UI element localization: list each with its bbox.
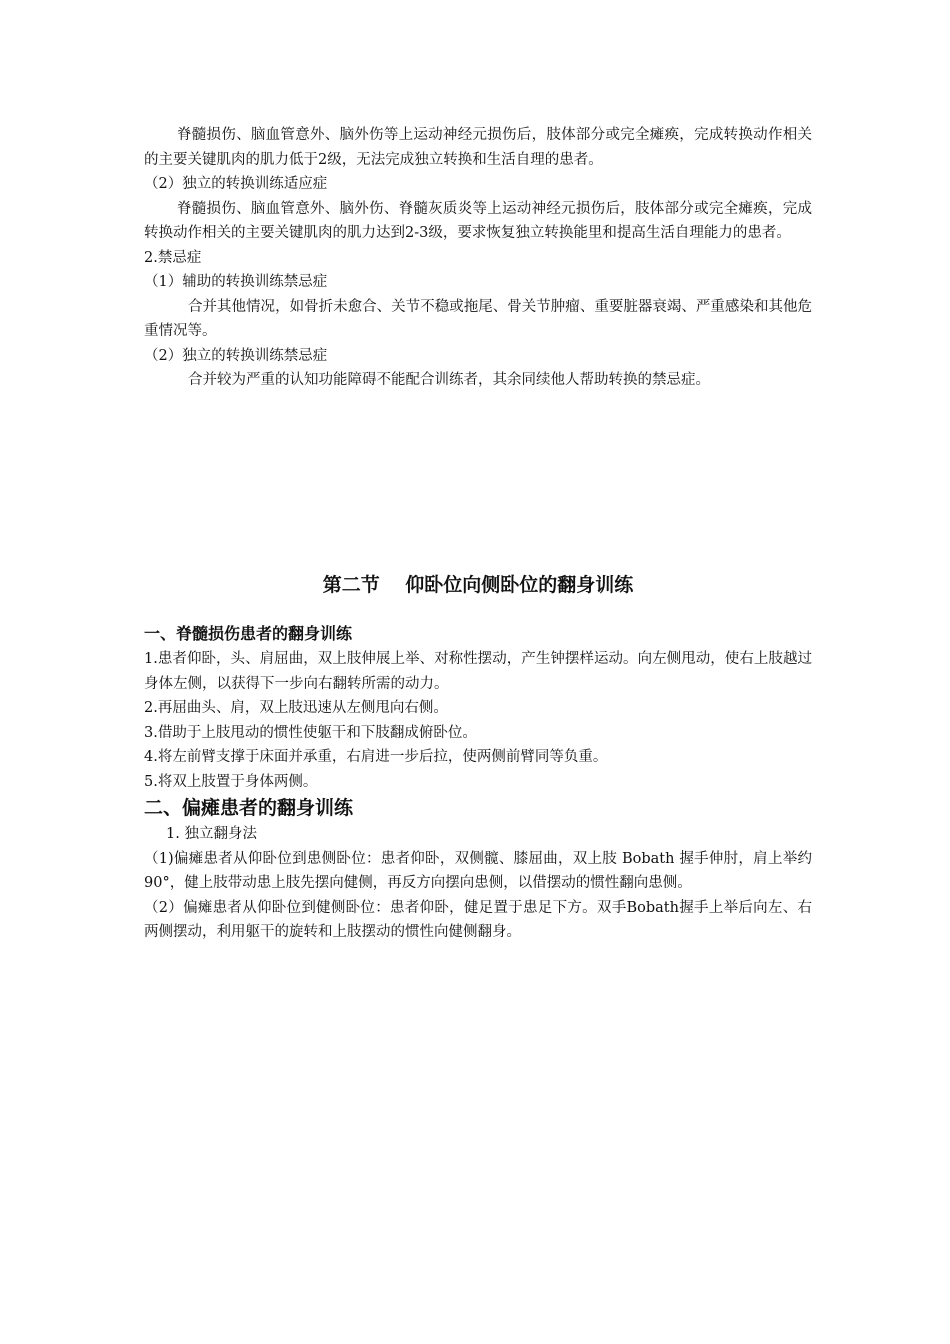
rolling-training-section [144, 621, 812, 945]
hemiplegia-rolling-heading: 二、偏瘫患者的翻身训练 [144, 797, 354, 819]
indication-paragraph-2: 脊髓损伤、脑血管意外、脑外伤、脊髓灰质炎等上运动神经元损伤后，肢体部分或完全瘫痪，完成转换动作相关的主要关键肌肉的肌力达到2-3级，要求恢复独立转换能里和提高生活自理能力的患者。 [144, 200, 812, 241]
spinal-injury-rolling-heading: 一、脊髓损伤患者的翻身训练 [144, 624, 353, 643]
independent-rolling-subheading: 1. 独立翻身法 [166, 826, 257, 842]
contraindications-heading: 2.禁忌症 [144, 249, 202, 266]
indications-section [144, 123, 812, 393]
assisted-transfer-contraindication-heading: （1）辅助的转换训练禁忌症 [144, 274, 328, 290]
rolling-step: 5.将双上肢置于身体两侧。 [144, 773, 318, 790]
independent-transfer-indication-heading: （2）独立的转换训练适应症 [144, 176, 328, 192]
hemiplegia-rolling-item: （2）偏瘫患者从仰卧位到健侧卧位：患者仰卧，健足置于患足下方。双手Bobath握手上举后向左、右两侧摆动，利用躯干的旋转和上肢摆动的惯性向健侧翻身。 [144, 899, 812, 940]
contraindication-paragraph-2: 合并较为严重的认知功能障碍不能配合训练者，其余同续他人帮助转换的禁忌症。 [188, 372, 710, 388]
rolling-step: 3.借助于上肢甩动的惯性使躯干和下肢翻成俯卧位。 [144, 724, 477, 741]
hemiplegia-rolling-item: （1)偏瘫患者从仰卧位到患侧卧位：患者仰卧，双侧髋、膝屈曲，双上肢 Bobath 握手伸肘，肩上举约90°，健上肢带动患上肢先摆向健侧，再反方向摆向患侧，以借摆动的惯性翻向患侧。 [144, 850, 812, 891]
indication-paragraph-1: 脊髓损伤、脑血管意外、脑外伤等上运动神经元损伤后，肢体部分或完全瘫痪，完成转换动作相关的主要关键肌肉的肌力低于2级，无法完成独立转换和生活自理的患者。 [144, 127, 812, 168]
contraindication-paragraph-1: 合并其他情况，如骨折未愈合、关节不稳或拖尾、骨关节肿瘤、重要脏器衰竭、严重感染和其他危重情况等。 [144, 298, 812, 339]
rolling-step: 4.将左前臂支撑于床面并承重，右肩进一步后拉，使两侧前臂同等负重。 [144, 749, 608, 765]
rolling-step: 2.再屈曲头、肩，双上肢迅速从左侧甩向右侧。 [144, 700, 448, 716]
section-title: 第二节 仰卧位向侧卧位的翻身训练 [322, 574, 634, 596]
rolling-step: 1.患者仰卧，头、肩屈曲，双上肢伸展上举、对称性摆动，产生钟摆样运动。向左侧甩动，使右上肢越过身体左侧，以获得下一步向右翻转所需的动力。 [144, 651, 812, 692]
independent-transfer-contraindication-heading: （2）独立的转换训练禁忌症 [144, 347, 328, 364]
